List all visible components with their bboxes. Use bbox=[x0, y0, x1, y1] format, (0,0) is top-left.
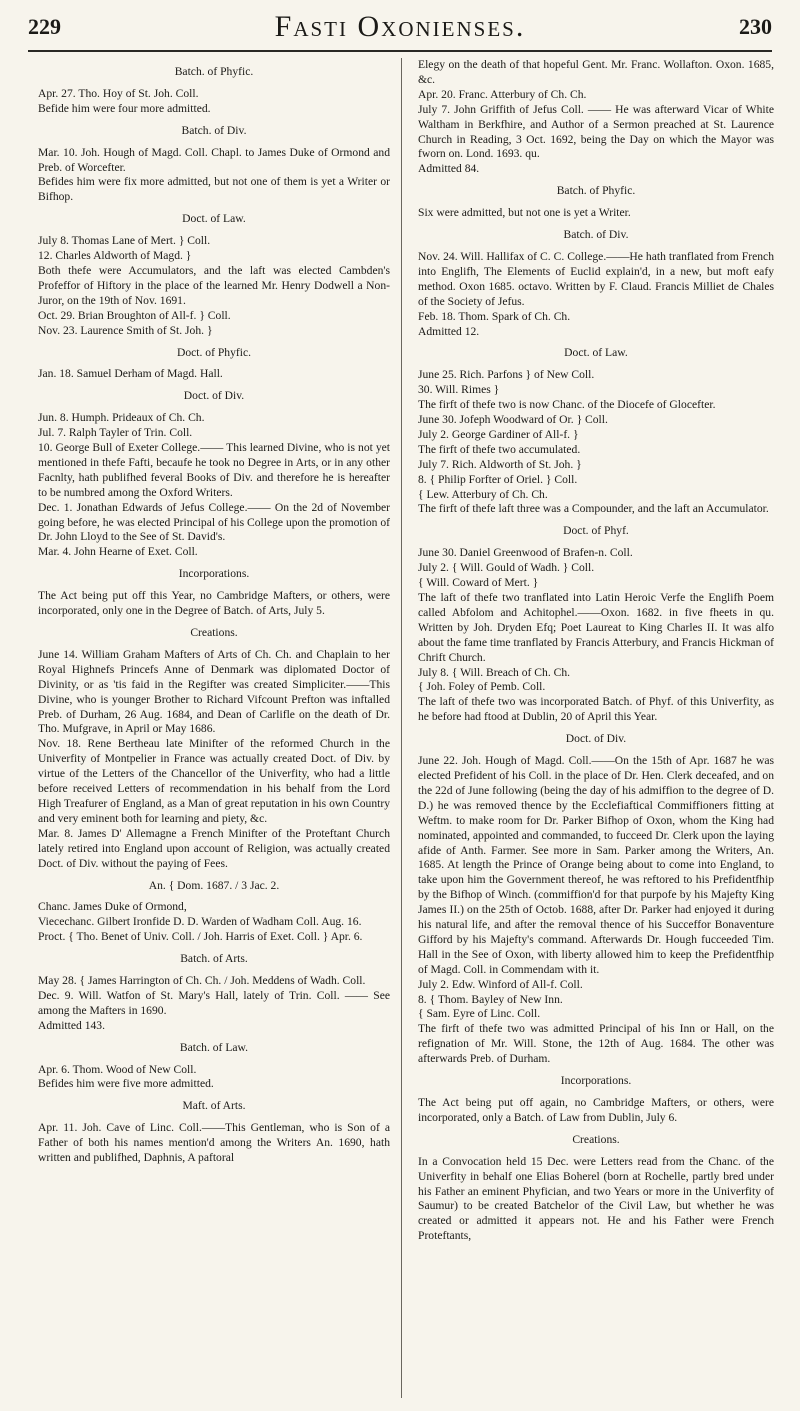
entry-text: Viecechanc. Gilbert Ironfide D. D. Warden of Wadham Coll. Aug. 16. bbox=[38, 915, 362, 929]
right-page-number: 230 bbox=[739, 14, 772, 39]
entry-text: Nov. 18. Rene Bertheau late Minifter of the reformed Church in the Univerfity of Montpelier in France was actually created Doct. of Div. by virtue of the Letters of the Chancellor of the Univerfity, who had a little before received Letters of recommendation in his behalf from the Lord High Treafurer of England, as a Man of great reputation in his own Country and very eminent both for learning and piety, &c. bbox=[38, 737, 390, 825]
entry-text: Admitted 12. bbox=[418, 324, 480, 338]
entry-text: 8. { Philip Forfter of Oriel. } Coll. bbox=[418, 472, 578, 486]
entry-text: June 25. Rich. Parfons } of New Coll. bbox=[418, 368, 595, 382]
entry-text: { Will. Coward of Mert. } bbox=[418, 576, 539, 590]
section-heading: Creations. bbox=[190, 626, 238, 639]
section-heading: Incorporations. bbox=[178, 567, 250, 581]
entry-text: The Act being put off this Year, no Cambridge Mafters, or others, were incorporated, only one in the Degree of Batch. of Arts, July 5. bbox=[38, 589, 390, 618]
left-column bbox=[38, 58, 390, 1166]
section-heading: Maft. of Arts. bbox=[182, 1099, 246, 1113]
section-heading: Batch. of Law. bbox=[179, 1040, 249, 1054]
entry-text: Dec. 1. Jonathan Edwards of Jefus College.—— On the 2d of November going before, he was elected Principal of his College upon the promotion of Dr. John Lloyd to the See of St. David's. bbox=[38, 500, 390, 544]
entry-text: July 2. { Will. Gould of Wadh. } Coll. bbox=[418, 561, 595, 575]
entry-text: Nov. 23. Laurence Smith of St. Joh. } bbox=[38, 323, 213, 337]
section-heading: Doct. of Law. bbox=[182, 212, 246, 226]
entry-text: Apr. 6. Thom. Wood of New Coll. bbox=[38, 1062, 197, 1076]
entry-text: July 7. John Griffith of Jefus Coll. —— He was afterward Vicar of White Waltham in Berkfhire, and Author of a Sermon preached at St. Laurence Church in Reading, 3 Oct. 1692, being the Day on which the Mayor was fworn on. Lond. 1693. qu. bbox=[418, 102, 774, 161]
section-heading: Doct. of Div. bbox=[565, 732, 627, 746]
entry-text: Jan. 18. Samuel Derham of Magd. Hall. bbox=[38, 367, 223, 381]
entry-text: { Lew. Atterbury of Ch. Ch. bbox=[418, 487, 548, 501]
page-header bbox=[28, 10, 772, 52]
entry-text: 30. Will. Rimes } bbox=[418, 383, 500, 397]
entry-text: Jun. 8. Humph. Prideaux of Ch. Ch. bbox=[38, 411, 205, 425]
entry-text: Six were admitted, but not one is yet a Writer. bbox=[418, 206, 631, 220]
entry-text: The firft of thefe two was admitted Principal of his Inn or Hall, on the refignation of Mr. Will. Stone, the 12th of Aug. 1684. The other was afterwards Preb. of Durham. bbox=[418, 1022, 774, 1066]
entry-text: Admitted 84. bbox=[418, 162, 480, 176]
entry-text: July 2. George Gardiner of All-f. } bbox=[418, 427, 579, 441]
entry-text: July 7. Rich. Aldworth of St. Joh. } bbox=[418, 457, 582, 471]
entry-text: June 30. Daniel Greenwood of Brafen-n. Coll. bbox=[418, 546, 633, 560]
entry-text: June 14. William Graham Mafters of Arts of Ch. Ch. and Chaplain to her Royal Highnefs Princefs Anne of Denmark was diplomated Doctor of Divinity, or as 'tis faid in the Regifter was created Simpliciter.——This Divine, who is younger Brother to Richard Vifcount Prefton was inftalled Preb. of Durham, 26 Aug. 1684, and Dean of Carlifle on the death of Dr. Tho. Mufgrave, in April or May 1686. bbox=[38, 647, 390, 736]
section-heading: Doct. of Phyfic. bbox=[176, 345, 252, 359]
section-heading: An. { Dom. 1687. / 3 Jac. 2. bbox=[148, 878, 280, 892]
entry-text: July 8. Thomas Lane of Mert. } Coll. bbox=[38, 234, 211, 248]
entry-text: Befide him were four more admitted. bbox=[38, 101, 211, 115]
right-column bbox=[418, 58, 774, 1244]
section-heading: Doct. of Law. bbox=[564, 346, 628, 360]
entry-text: Feb. 18. Thom. Spark of Ch. Ch. bbox=[418, 309, 571, 323]
section-heading: Batch. of Phyfic. bbox=[556, 184, 636, 198]
entry-text: Proct. { Tho. Benet of Univ. Coll. / Joh. Harris of Exet. Coll. } Apr. 6. bbox=[38, 930, 363, 944]
entry-text: Mar. 10. Joh. Hough of Magd. Coll. Chapl. to James Duke of Ormond and Preb. of Worcefter. bbox=[38, 145, 390, 174]
entry-text: The Act being put off again, no Cambridge Mafters, or others, were incorporated, only a Batch. of Law from Dublin, July 6. bbox=[418, 1096, 774, 1124]
entry-text: Befides him were fix more admitted, but not one of them is yet a Writer or Bifhop. bbox=[38, 175, 390, 204]
entry-text: { Joh. Foley of Pemb. Coll. bbox=[418, 680, 546, 694]
entry-text: July 2. Edw. Winford of All-f. Coll. bbox=[418, 977, 583, 991]
entry-text: Mar. 4. John Hearne of Exet. Coll. bbox=[38, 545, 198, 559]
entry-text: In a Convocation held 15 Dec. were Letters read from the Chanc. of the Univerfity in behalf one Elias Boherel (born at Rochelle, partly bred under his Father an eminent Phyfician, and two Years or more in the Univerfity of Saumur) to be created Batchelor of the Civil Law, but whether he was created or admitted it appears not. He and his Father were French Proteftants, bbox=[418, 1154, 774, 1243]
entry-text: The laft of thefe two tranflated into Latin Heroic Verfe the Englifh Poem called Abfolom and Achitophel.——Oxon. 1682. in five fheets in qu. Written by Joh. Dryden Efq; Poet Laureat to King Charles II. It was alfo about the fame time tranflated by Francis Atterbury, and Francis Hickman of Chrift Church. bbox=[418, 591, 774, 664]
entry-text: Apr. 27. Tho. Hoy of St. Joh. Coll. bbox=[38, 86, 199, 100]
entry-text: Both thefe were Accumulators, and the laft was elected Cambden's Profeffor of Hiftory in the place of the learned Mr. Henry Dodwell a Non-Juror, on the 19th of Nov. 1691. bbox=[38, 263, 390, 307]
entry-text: 10. George Bull of Exeter College.—— This learned Divine, who is not yet mentioned in thefe Fafti, becaufe he took no Degree in Arts, or in any other Facnlty, hath publifhed feveral Books of Div. and therefore he is hereafter to be numbred among the Oxford Writers. bbox=[38, 441, 390, 499]
section-heading: Batch. of Div. bbox=[181, 123, 247, 137]
entry-text: Nov. 24. Will. Hallifax of C. C. College.——He hath tranflated from French into Englifh, The Elements of Euclid explain'd, in a new, but moft eafy method. Oxon 1685. octavo. Written by F. Claud. Francis Milliet de Chales of the Society of Jefus. bbox=[418, 249, 774, 308]
section-heading: Batch. of Arts. bbox=[180, 952, 248, 966]
section-heading: Batch. of Div. bbox=[563, 228, 629, 242]
left-page-number: 229 bbox=[28, 14, 61, 39]
section-heading: Doct. of Div. bbox=[183, 389, 245, 403]
entry-text: The firft of thefe two accumulated. bbox=[418, 442, 581, 456]
entry-text: Admitted 143. bbox=[38, 1018, 105, 1032]
entry-text: 12. Charles Aldworth of Magd. } bbox=[38, 249, 192, 263]
column-divider bbox=[401, 58, 402, 1398]
section-heading: Incorporations. bbox=[560, 1074, 632, 1088]
entry-text: Dec. 9. Will. Watfon of St. Mary's Hall, lately of Trin. Coll. —— See among the Mafters in 1690. bbox=[38, 988, 390, 1017]
running-title: Fasti Oxonienses. bbox=[274, 10, 526, 43]
entry-text: Jul. 7. Ralph Tayler of Trin. Coll. bbox=[38, 426, 193, 440]
entry-text: Befides him were five more admitted. bbox=[38, 1077, 214, 1091]
entry-text: The firft of thefe laft three was a Compounder, and the laft an Accumulator. bbox=[418, 502, 769, 516]
entry-text: Apr. 11. Joh. Cave of Linc. Coll.——This Gentleman, who is Son of a Father of both his names mention'd among the Writers An. 1690, hath written and publifhed, Daphnis, A paftoral bbox=[38, 1121, 390, 1165]
entry-text: Apr. 20. Franc. Atterbury of Ch. Ch. bbox=[418, 87, 587, 101]
entry-text: June 30. Jofeph Woodward of Or. } Coll. bbox=[418, 413, 608, 427]
entry-text: May 28. { James Harrington of Ch. Ch. / Joh. Meddens of Wadh. Coll. bbox=[38, 974, 366, 988]
entry-text: The laft of thefe two was incorporated Batch. of Phyf. of this Univerfity, as he before had ftood at Dublin, 20 of April this Year. bbox=[418, 695, 774, 724]
entry-text: Mar. 8. James D' Allemagne a French Minifter of the Proteftant Church lately retired into England upon account of Religion, was actually created Doct. of Div. without the paying of Fees. bbox=[38, 826, 390, 870]
entry-text: Elegy on the death of that hopeful Gent. Mr. Franc. Wollafton. Oxon. 1685, &c. bbox=[418, 58, 774, 86]
section-heading: Batch. of Phyfic. bbox=[174, 65, 254, 78]
entry-text: Oct. 29. Brian Broughton of All-f. } Coll. bbox=[38, 308, 231, 322]
entry-text: Chanc. James Duke of Ormond, bbox=[38, 900, 187, 914]
section-heading: Doct. of Phyf. bbox=[563, 524, 629, 538]
entry-text: The firft of thefe two is now Chanc. of the Diocefe of Glocefter. bbox=[418, 398, 716, 412]
entry-text: June 22. Joh. Hough of Magd. Coll.——On the 15th of Apr. 1687 he was elected Prefident of his Coll. in the place of Dr. Hen. Clerk deceafed, and on the 22d of June following (being the day of his admiffion to the degree of D. D.) he was removed thence by the Ecclefiaftical Commiffioners fitting at Weftm. to make room for Dr. Parker Bifhop of Oxon, whom the King had nominated, appointed and commanded, to fucceed Dr. Clerk upon the laying afide of Anth. Farmer. See more in Sam. Parker among the Writers, An. 1685. At length the Prince of Orange being about to come into England, to take upon him the Government thereof, he was reftored to his Prefidentfhip by the Bifhop of Winch. (commiffion'd for that purpofe by his Majefty King James II.) on the 25th of Octob. 1688, after Dr. Parker had enjoyed it during his natural life, and after the removal thence of his Succeffor Bonaventure Gifford by his Majefty's command. Afterwards Dr. Hough fucceeded Tim. Hall in the See of Oxon, with liberty allowed him to keep the Prefidentfhip of Magd. Coll. in Commendam with it. bbox=[418, 754, 774, 976]
entry-text: { Sam. Eyre of Linc. Coll. bbox=[418, 1007, 541, 1021]
section-heading: Creations. bbox=[572, 1132, 620, 1146]
entry-text: 8. { Thom. Bayley of New Inn. bbox=[418, 992, 563, 1006]
entry-text: July 8. { Will. Breach of Ch. Ch. bbox=[418, 665, 571, 679]
